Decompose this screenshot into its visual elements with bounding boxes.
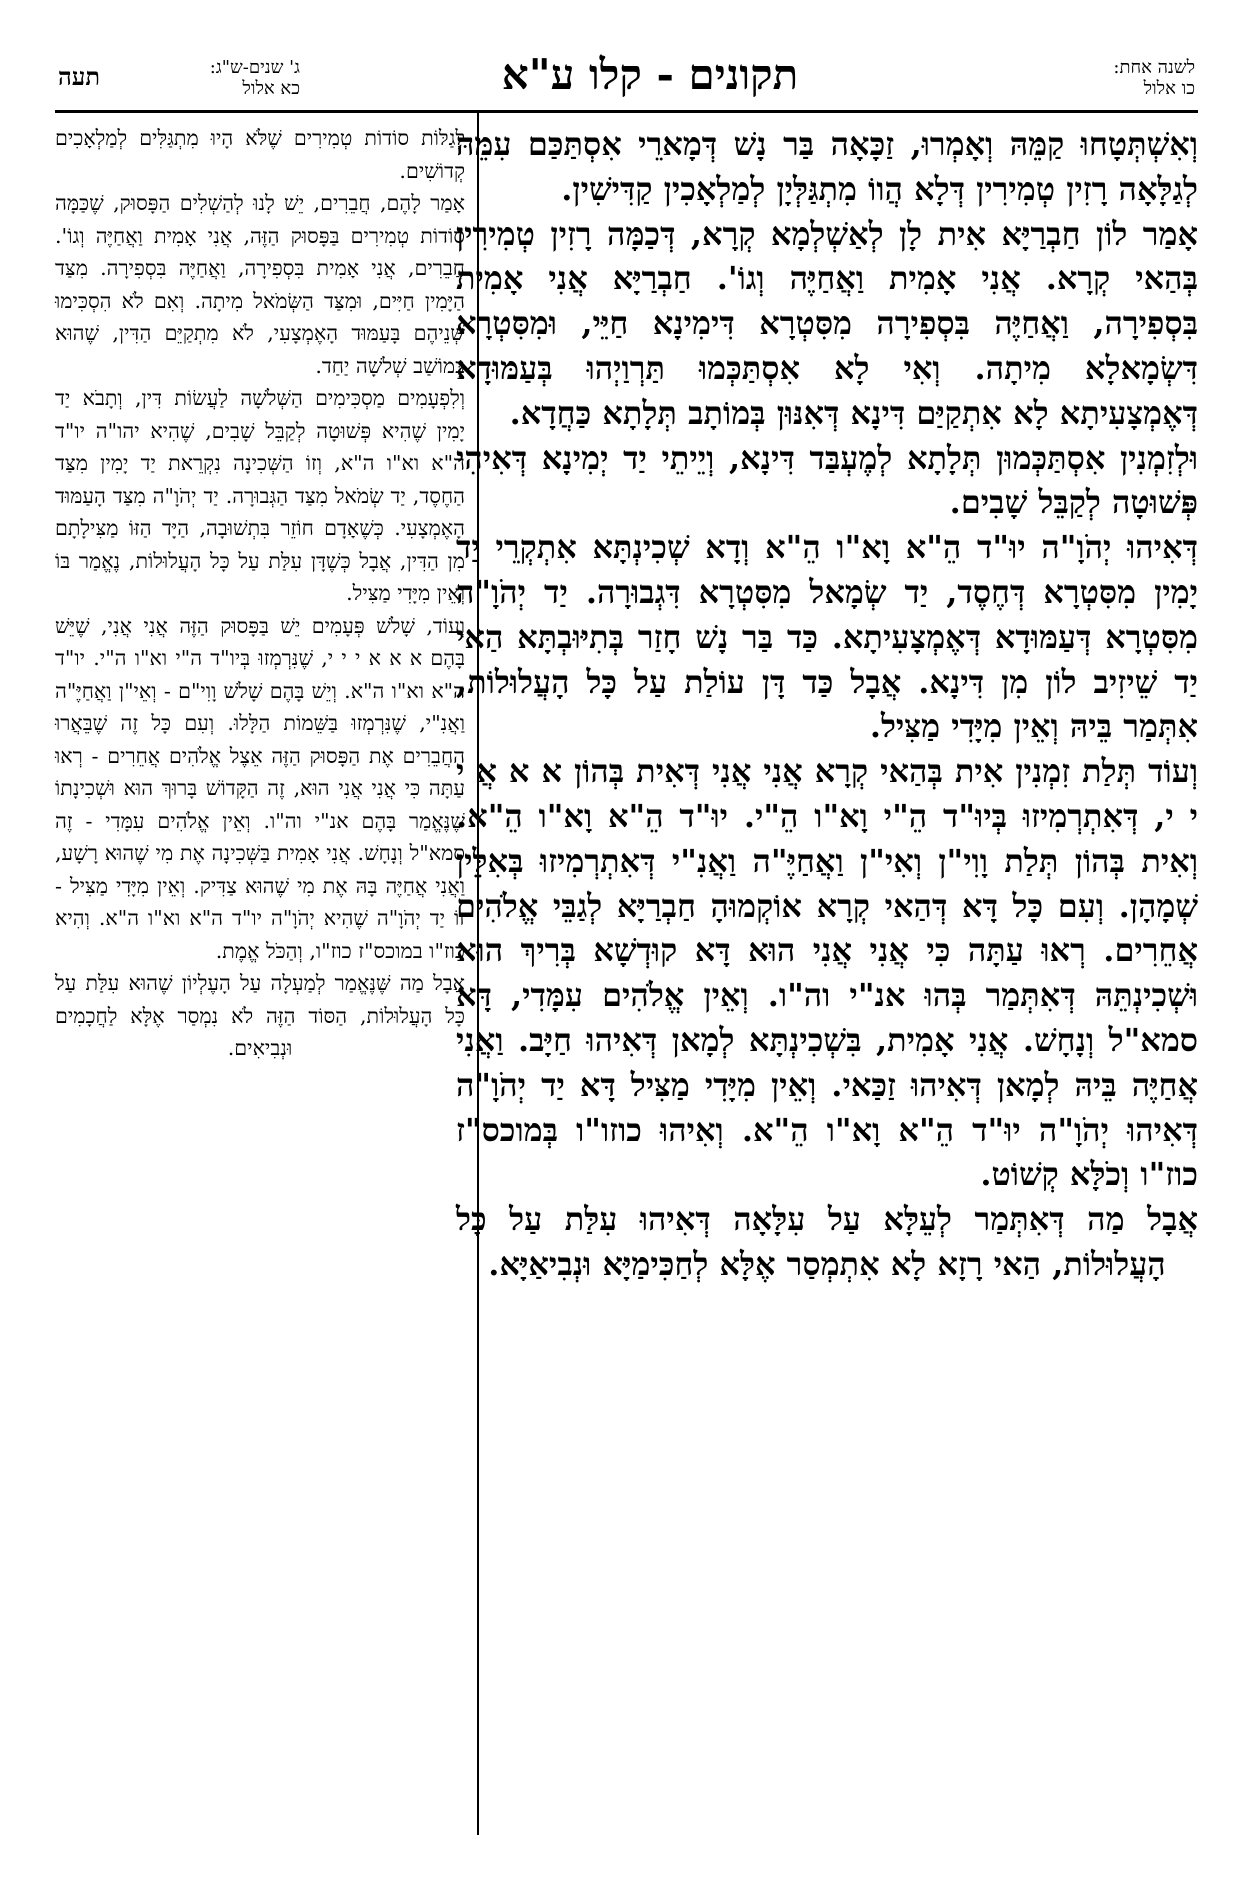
header-date-one-year: כו אלול [1143,77,1195,99]
main-paragraph: וּלְזִמְנִין אִסְתַּכְּמוּן תְּלָתָא לְמֶעְבַּד דִּינָא, וְיֵיתֵי יַד יְמִינָא דְּאִיהִי פְּשׁוּטָה לְקַבֵּל שָׁבִים. [456,438,1198,522]
main-text-column [456,122,1198,1287]
main-paragraph: אֲבָל מַה דְּאִתְּמַר לְעֵלָּא עַל עִלָּאָה דְּאִיהוּ עִלַּת עַל כָּל הָעֲלוּלוֹת, הַאי רָזָא לָא אִתְמְסַר אֶלָּא לְחַכִּימַיָּא וּנְבִיאַיָּא. [456,1200,1198,1283]
header-divider [55,110,1198,113]
header-schedule-one-year: לשנה אחת: [1113,57,1195,78]
header-left-meta [130,58,300,99]
main-paragraph: דְּאִיהוּ יְהֹוָ"ה יוּ"ד הֵ"א וָא"ו הֵ"א וְדָא שְׁכִינְתָּא אִתְקְרֵי יַד יָמִין מִסִּטְרָא דְּחֶסֶד, יַד שְׂמָאל מִסִּטְרָא דִּגְבוּרָה. יַד יְהֹוָ"ה מִסִּטְרָא דְּעַמּוּדָא דְּאֶמְצָעִיתָא. כַּד בַּר נָשׁ חָזַר בְּתִיּוּבְתָּא הַאי יַד שֵׁיזִיב לוֹן מִן דִּינָא. אֲבָל כַּד דָּן עוֹלַת עַל כָּל הָעֲלוּלוֹת, אִתְּמַר בֵּיהּ וְאֵין מִיָּדִי מַצִּיל. [456,528,1198,746]
page-number: תעה [58,62,101,91]
header-right-meta [955,58,1195,99]
translation-paragraph: וְלִפְעָמִים מַסְכִּימִים הַשְּׁלֹשָׁה לַעֲשׂוֹת דִּין, וְתָבֹא יַד יָמִין שֶׁהִיא פְּשׁוּטָה לְקַבֵּל שָׁבִים, שֶׁהִיא יהו"ה יו"ד ה"א וא"ו ה"א, וְזוֹ הַשְּׁכִינָה נִקְרֵאת יַד יָמִין מִצַּד הַחֶסֶד, יַד שְׂמֹאל מִצַּד הַגְּבוּרָה. יַד יְהֹוָ"ה מִצַּד הָעַמּוּד הָאֶמְצָעִי. כְּשֶׁאָדָם חוֹזֵר בִּתְשׁוּבָה, הַיָּד הַזּוֹ מַצִּילָתָם מִן הַדִּין, אֲבָל כְּשֶׁדָּן עִלַּת עַל כָּל הָעֲלוּלוֹת, נֶאֱמַר בּוֹ וְאֵין מִיָּדִי מַצִּיל. [55,386,465,605]
main-paragraph: וְאִשְׁתְּטָחוּ קַמֵּהּ וְאָמְרוּ, זַכָּאָה בַּר נָשׁ דְּמָארֵי אִסְתַּכַּם עִמֵּהּ לְגַלָּאָה רָזִין טְמִירִין דְּלָא הֲווֹ מִתְגַּלְּיָן לְמַלְאָכִין קַדִּישִׁין. [456,125,1198,208]
main-paragraph: וְעוֹד תְּלַת זִמְנִין אִית בְּהַאי קְרָא אֲנִי אֲנִי דְּאִית בְּהוֹן א א אֲ י י י, דְּאִתְרְמִיזוּ בְּיוּ"ד הֵ"י וָא"ו הֵ"י. יוּ"ד הֵ"א וָא"ו הֵ"א. וְאִית בְּהוֹן תְּלַת וָוִי"ן וְאִי"ן וַאֲחַיֶּ"ה וַאֲנִ"י דְּאִתְרְמִיזוּ בְּאִלֵּין שְׁמָהָן. וְעִם כָּל דָּא דְּהַאי קְרָא אוֹקְמוּהָ חַבְרַיָּא לְגַבֵּי אֱלֹהִים אֲחֵרִים. רְאוּ עַתָּה כִּי אֲנִי אֲנִי הוּא דָּא קוּדְשָׁא בְּרִיךְ הוּא וּשְׁכִינְתֵּהּ דְּאִתְּמַר בְּהוּ אנ"י וה"ו. וְאֵין אֱלֹהִים עִמָּדִי, דָּא סמא"ל וְנָחָשׁ. אֲנִי אָמִית, בִּשְׁכִינְתָּא לְמָאן דְּאִיהוּ חַיָּב. וַאֲנִי אֲחַיֶּה בֵּיהּ לְמָאן דְּאִיהוּ זַכַּאי. וְאֵין מִיָּדִי מַצִּיל דָּא יַד יְהֹוָ"ה דְּאִיהוּ יְהֹוָ"ה יוּ"ד הֵ"א וָא"ו הֵ"א. וְאִיהוּ כוזו"ו בְּמוכס"ז כוז"ו וְכֹלָּא קְשׁוֹט. [456,752,1198,1194]
translation-paragraph: אֲבָל מַה שֶּׁנֶּאֱמַר לְמַעְלָה עַל הָעֶלְיוֹן שֶׁהוּא עִלַּת עַל כָּל הָעֲלוּלוֹת, הַסּוֹד הַזֶּה לֹא נִמְסַר אֶלָּא לַחֲכָמִים וּנְבִיאִים. [55,971,465,1060]
translation-paragraph: וְעוֹד, שָׁלֹשׁ פְּעָמִים יֵשׁ בַּפָּסוּק הַזֶּה אֲנִי אֲנִי, שֶׁיֵּשׁ בָּהֶם א א א י י י, שֶׁנִּרְמְזוּ בְּיו"ד ה"י וא"ו ה"י. יו"ד ה"א וא"ו ה"א. וְיֵשׁ בָּהֶם שָׁלֹשׁ וָוִי"ם - וְאֵי"ן וַאֲחַיֶּ"ה וַאֲנִ"י, שֶׁנִּרְמְזוּ בַּשֵּׁמוֹת הַלָּלוּ. וְעִם כָּל זֶה שֶׁבֵּאֲרוּ הַחֲבֵרִים אֶת הַפָּסוּק הַזֶּה אֵצֶל אֱלֹהִים אֲחֵרִים - רְאוּ עַתָּה כִּי אֲנִי אֲנִי הוּא, זֶה הַקָּדוֹשׁ בָּרוּךְ הוּא וּשְׁכִינָתוֹ שֶׁנֶּאֱמַר בָּהֶם אנ"י וה"ו. וְאֵין אֱלֹהִים עִמָּדִי - זֶה סמא"ל וְנָחָשׁ. אֲנִי אָמִית בַּשְּׁכִינָה אֶת מִי שֶׁהוּא רָשָׁע, וַאֲנִי אֲחַיֶּה בָּהּ אֶת מִי שֶׁהוּא צַדִּיק. וְאֵין מִיָּדִי מַצִּיל - זוֹ יַד יְהֹוָ"ה שֶׁהִיא יְהֹוָ"ה יו"ד ה"א וא"ו ה"א. וְהִיא כוז"ו במוכס"ז כוז"ו, וְהַכֹּל אֱמֶת. [55,613,465,963]
translation-paragraph: לְגַלּוֹת סוֹדוֹת טְמִירִים שֶׁלֹּא הָיוּ מִתְגַּלִּים לְמַלְאָכִים קְדוֹשִׁים. [55,126,465,183]
page-title: תקונים - קלו ע"א [501,50,799,99]
translation-column [55,122,465,1065]
header-date-three-years: כא אלול [242,77,300,99]
header-schedule-three-years: ג' שנים-ש"ג: [209,57,300,78]
translation-paragraph: אָמַר לָהֶם, חֲבֵרִים, יֵשׁ לָנוּ לְהַשְׁלִים הַפָּסוּק, שֶׁכַּמָּה סוֹדוֹת טְמִירִים בַּפָּסוּק הַזֶּה, אֲנִי אָמִית וַאֲחַיֶּה וְגוֹ'. חֲבֵרִים, אֲנִי אָמִית בִּסְפִירָה, וַאֲחַיֶּה בִּסְפִירָה. מִצַּד הַיָּמִין חַיִּים, וּמִצַּד הַשְּׂמֹאל מִיתָה. וְאִם לֹא הִסְכִּימוּ שְׁנֵיהֶם בָּעַמּוּד הָאֶמְצָעִי, לֹא מִתְקַיֵּם הַדִּין, שֶׁהוּא בְּמוֹשַׁב שְׁלֹשָׁה יַחַד. [55,191,465,378]
main-paragraph: אָמַר לוֹן חַבְרַיָּא אִית לָן לְאַשְׁלְמָא קְרָא, דְּכַמָּה רָזִין טְמִירִין בְּהַאי קְרָא. אֲנִי אָמִית וַאֲחַיֶּה וְגוֹ'. חַבְרַיָּא אֲנִי אָמִית בִּסְפִירָה, וַאֲחַיֶּה בִּסְפִירָה מִסִּטְרָא דִּימִינָא חַיֵּי, וּמִסִּטְרָא דִּשְׂמָאלָא מִיתָה. וְאִי לָא אִסְתַּכְּמוּ תַּרְוַיְהוּ בְּעַמּוּדָא דְּאֶמְצָעִיתָא לָא אִתְקַיַּם דִּינָא דְּאִנּוּן בְּמוֹתָב תְּלָתָא כַּחֲדָא. [456,214,1198,432]
